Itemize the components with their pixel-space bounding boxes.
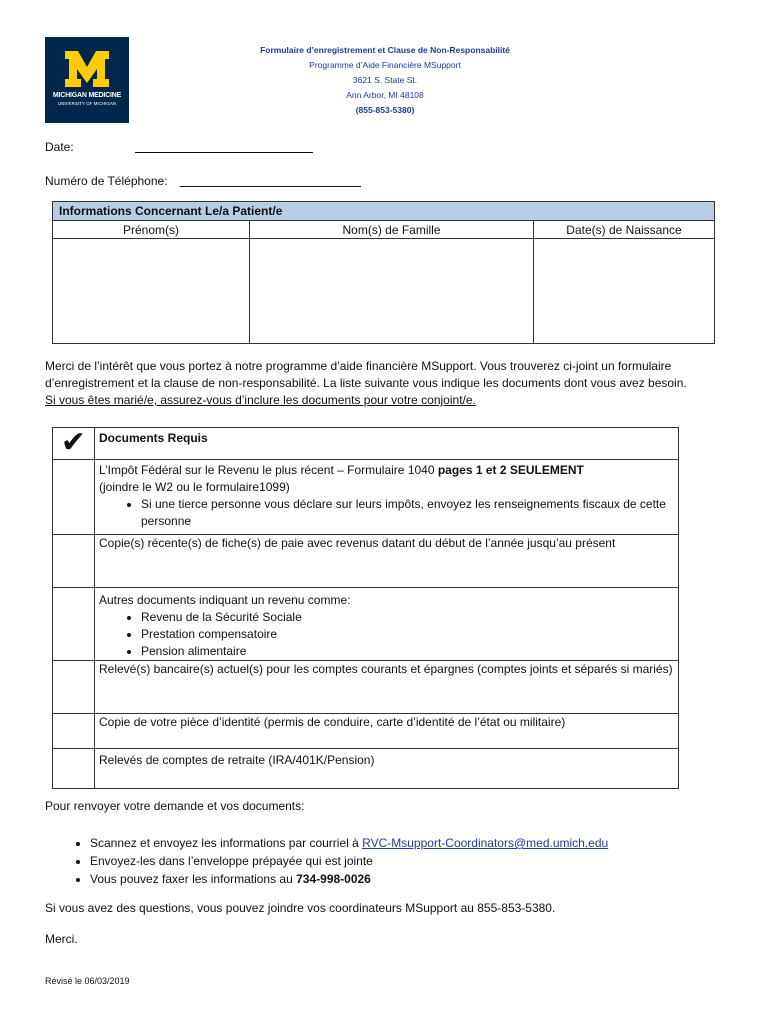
scan-text: Scannez et envoyez les informations par courriel à [90, 836, 363, 850]
fax-text: Vous pouvez faxer les informations au [90, 872, 297, 886]
tax-text: L’Impôt Fédéral sur le Revenu le plus récent – Formulaire 1040 [99, 463, 438, 477]
intro-text: Merci de l’intérêt que vous portez à notre programme d’aide financière MSupport. Vous trouverez ci-joint un formulaire d’enregistrement et la clause de non-responsabilité. La liste suivante vous indique les documents dont vous avez besoin. [45, 359, 687, 390]
list-item: • Envoyez-les dans l’enveloppe prépayée qui est jointe [90, 852, 608, 870]
date-field[interactable] [135, 152, 313, 153]
paystub-row: Copie(s) récente(s) de fiche(s) de paie avec revenus datant du début de l’année jusqu’au présent [95, 535, 679, 588]
block-m-icon [45, 45, 129, 91]
tax-sub: (joindre le W2 ou le formulaire1099) [99, 480, 290, 494]
list-item: • Pension alimentaire [141, 643, 674, 660]
id-checkbox[interactable] [53, 714, 95, 749]
first-name-cell[interactable] [53, 239, 250, 344]
retirement-checkbox[interactable] [53, 749, 95, 789]
tax-bullet: • Si une tierce personne vous déclare sur leurs impôts, envoyez les renseignements fiscaux de cette personne [141, 496, 674, 530]
fax-number: 734-998-0026 [296, 872, 371, 886]
first-name-header: Prénom(s) [53, 221, 250, 239]
patient-table-title: Informations Concernant Le/a Patient/e [53, 202, 715, 221]
other-income-checkbox[interactable] [53, 588, 95, 661]
intro-paragraph [45, 358, 725, 409]
dob-cell[interactable] [534, 239, 715, 344]
other-income-text: Autres documents indiquant un revenu comme: [99, 593, 351, 607]
documents-header: Documents Requis [95, 428, 679, 460]
list-item [90, 870, 608, 888]
return-intro: Pour renvoyer votre demande et vos documents: [45, 799, 305, 813]
address-line1: 3621 S. State St. [352, 75, 418, 85]
last-name-header: Nom(s) de Famille [250, 221, 534, 239]
header-phone: (855-853-5380) [355, 105, 415, 115]
bank-checkbox[interactable] [53, 661, 95, 714]
id-row: Copie de votre pièce d’identité (permis de conduire, carte d’identité de l’état ou militaire) [95, 714, 679, 749]
thanks-text: Merci. [45, 932, 78, 946]
logo-line1: MICHIGAN MEDICINE [52, 92, 122, 99]
tax-pages: pages 1 et 2 SEULEMENT [437, 463, 584, 477]
spouse-note: Si vous êtes marié/e, assurez-vous d’inclure les documents pour votre conjoint/e. [45, 393, 476, 407]
logo-line2: UNIVERSITY OF MICHIGAN [57, 101, 117, 106]
return-list [45, 834, 608, 888]
michigan-medicine-logo [45, 37, 129, 123]
date-label: Date: [45, 140, 74, 154]
checkmark-icon: ✔ [53, 428, 95, 460]
bank-row: Relevé(s) bancaire(s) actuel(s) pour les comptes courants et épargnes (comptes joints et séparés si mariés) [95, 661, 679, 714]
email-link[interactable]: RVC-Msupport-Coordinators@med.umich.edu [362, 836, 609, 850]
tax-row [95, 460, 679, 535]
patient-info-table [52, 201, 715, 344]
revision-date: Révisé le 06/03/2019 [45, 976, 130, 986]
tax-checkbox[interactable] [53, 460, 95, 535]
paystub-checkbox[interactable] [53, 535, 95, 588]
dob-header: Date(s) de Naissance [534, 221, 715, 239]
list-item [90, 834, 608, 852]
other-income-row [95, 588, 679, 661]
retirement-row: Relevés de comptes de retraite (IRA/401K/Pension) [95, 749, 679, 789]
last-name-cell[interactable] [250, 239, 534, 344]
address-line2: Ann Arbor, MI 48108 [346, 90, 424, 100]
program-name: Programme d’Aide Financière MSupport [309, 60, 461, 70]
documents-table [52, 427, 679, 789]
phone-label: Numéro de Téléphone: [45, 174, 168, 188]
list-item: • Revenu de la Sécurité Sociale [141, 609, 674, 626]
phone-field[interactable] [180, 186, 361, 187]
form-title: Formulaire d’enregistrement et Clause de Non-Responsabilité [260, 45, 510, 55]
questions-text: Si vous avez des questions, vous pouvez joindre vos coordinateurs MSupport au 855-853-5380. [45, 901, 556, 915]
list-item: • Prestation compensatoire [141, 626, 674, 643]
